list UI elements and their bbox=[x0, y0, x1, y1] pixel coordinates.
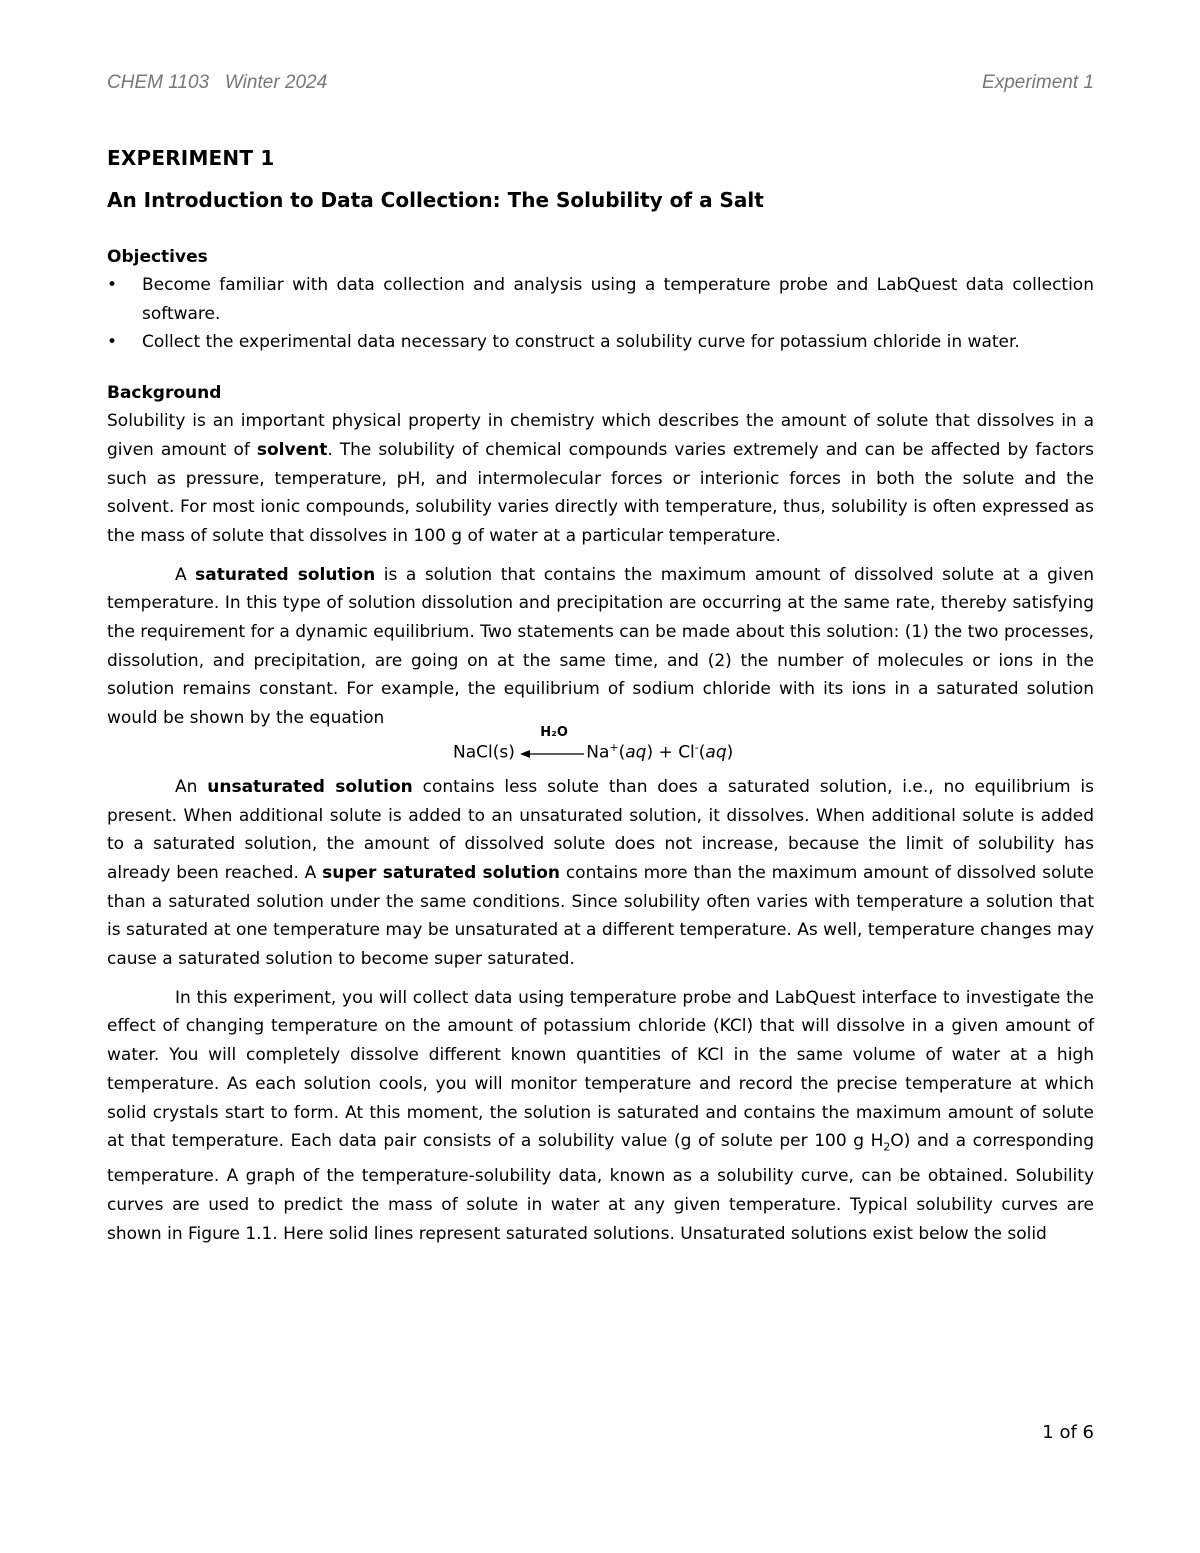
objectives-heading: Objectives bbox=[107, 247, 208, 267]
header-experiment: Experiment 1 bbox=[982, 72, 1094, 93]
document-title: An Introduction to Data Collection: The Solubility of a Salt bbox=[107, 188, 764, 212]
background-paragraph-4: In this experiment, you will collect data using temperature probe and LabQuest interface to investigate the effect of changing temperature on the amount of potassium chloride (KCl) that will dissolve in a given amount of water. You will completely dissolve different known quantities of KCl in the same volume of water at a high temperature. As each solution cools, you will monitor temperature and record the precise temperature at which solid crystals start to form. At this moment, the solution is saturated and contains the maximum amount of solute at that temperature. Each data pair consists of a solubility value (g of solute per 100 g $H_2O$) and a corresponding temperature. A graph of the temperature-solubility data, known as a solubility curve, can be obtained. Solubility curves are used to predict the mass of solute in water at any given temperature. Typical solubility curves are shown in Figure 1.1. Here solid lines represent saturated solutions. Unsaturated solutions exist below the solid bbox=[107, 987, 1094, 1244]
bullet-icon: • bbox=[107, 275, 118, 295]
background-paragraph-2: A saturated solution is a solution that contains the maximum amount of dissolved solute at a given temperature. In this type of solution dissolution and precipitation are occurring at the same rate, thereby satisfying the requirement for a dynamic equilibrium. Two statements can be made about this solution: (1) the two processes, dissolution, and precipitation, are going on at the same time, and (2) the number of molecules or ions in the solution remains constant. For example, the equilibrium of sodium chloride with its ions in a saturated solution would be shown by the equation bbox=[107, 564, 1094, 729]
equilibrium-arrow-icon bbox=[520, 724, 586, 760]
equation-aq: aq bbox=[705, 742, 727, 763]
background-paragraph-3: An unsaturated solution contains less solute than does a saturated solution, i.e., no equilibrium is present. When additional solute is added to an unsaturated solution, it dissolves. When additional solute is added to a saturated solution, the amount of dissolved solute does not increase, because the limit of solubility has already been reached. A super saturated solution contains more than the maximum amount of dissolved solute than a saturated solution under the same conditions. Since solubility often varies with temperature a solution that is saturated at one temperature may be unsaturated at a different temperature. As well, temperature changes may cause a saturated solution to become super saturated. bbox=[107, 776, 1095, 970]
document-body bbox=[107, 146, 1094, 1248]
objective-text: Become familiar with data collection and analysis using a temperature probe and LabQuest data collection software. bbox=[142, 275, 1094, 324]
bullet-icon: • bbox=[107, 332, 118, 353]
experiment-heading: EXPERIMENT 1 bbox=[107, 146, 275, 170]
objectives-list bbox=[107, 271, 1094, 357]
background-paragraph-1: Solubility is an important physical property in chemistry which describes the amount of solute that dissolves in a given amount of solvent. The solubility of chemical compounds varies extremely and can be affected by factors such as pressure, temperature, pH, and intermolecular forces or interionic forces in both the solute and the solvent. For most ionic compounds, solubility varies directly with temperature, thus, solubility is often expressed as the mass of solute that dissolves in 100 g of water at a particular temperature. bbox=[107, 411, 1094, 546]
objective-text: Collect the experimental data necessary to construct a solubility curve for potassium chloride in water. bbox=[142, 332, 1020, 353]
background-heading: Background bbox=[107, 383, 222, 404]
dissolution-equation: NaCl(s) H₂O Na+(aq) + Cl-(aq) bbox=[453, 724, 734, 763]
arrow-label: H₂O bbox=[540, 724, 568, 740]
equation-reactant: NaCl(s) bbox=[453, 742, 515, 763]
objective-item bbox=[107, 271, 1094, 328]
header-course: CHEM 1103 Winter 2024 bbox=[107, 72, 328, 93]
objective-item bbox=[107, 328, 1094, 357]
page-number: 1 of 6 bbox=[1042, 1422, 1094, 1443]
